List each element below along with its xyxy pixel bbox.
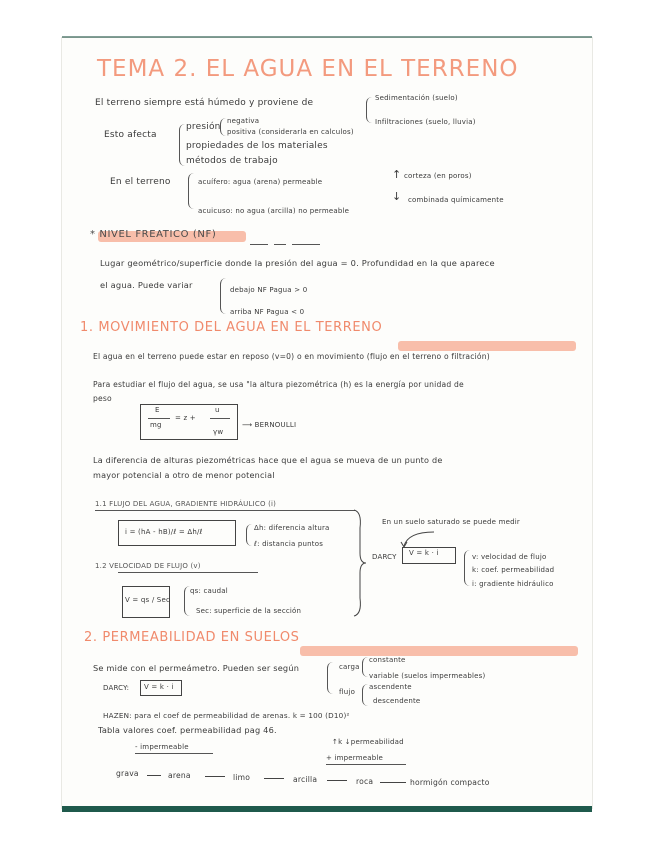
down-arrow-icon: ↓ xyxy=(392,190,402,203)
acuicuso: acuicuso: no agua (arcilla) no permeable xyxy=(198,207,350,215)
menos-impermeable: - impermeable xyxy=(135,743,189,751)
delta-h-def: Δh: diferencia altura xyxy=(254,524,330,532)
nivel-def-line1: Lugar geométrico/superficie donde la presión del agua = 0. Profundidad en la que aparece xyxy=(100,258,495,268)
underline xyxy=(135,753,213,754)
carga-variable: variable (suelos impermeables) xyxy=(369,672,486,680)
underline xyxy=(95,510,355,511)
brace xyxy=(220,278,227,314)
seq-grava: grava xyxy=(116,769,139,778)
page-title: TEMA 2. EL AGUA EN EL TERRENO xyxy=(97,56,519,82)
seq-limo: limo xyxy=(233,773,251,782)
mas-impermeable: + impermeable xyxy=(326,754,384,762)
brace xyxy=(366,97,373,123)
source-sedimentacion: Sedimentación (suelo) xyxy=(375,94,458,102)
arriba-nf: arriba NF Pagua < 0 xyxy=(230,308,305,316)
k-permeabilidad: ↑k ↓permeabilidad xyxy=(332,738,404,746)
seq-hormigon: hormigón compacto xyxy=(410,778,490,787)
sec-def: Sec: superficie de la sección xyxy=(196,607,302,615)
saturado-note: En un suelo saturado se puede medir xyxy=(382,518,520,526)
velocity-formula: V = qs / Sec xyxy=(125,596,171,604)
k-def: k: coef. permeabilidad xyxy=(472,566,555,574)
acuifero: acuífero: agua (arena) permeable xyxy=(198,178,323,186)
flujo-label: flujo xyxy=(339,688,356,696)
large-brace xyxy=(352,508,372,618)
brace xyxy=(246,524,253,546)
combinada: combinada químicamente xyxy=(408,196,504,204)
darcy-formula-2: V = k · i xyxy=(144,683,174,691)
brace xyxy=(327,662,334,694)
highlight xyxy=(398,341,576,351)
sec1-paragraph-1: El agua en el terreno puede estar en reposo (v=0) o en movimiento (flujo en el terreno o filtración) xyxy=(93,352,490,361)
carga-label: carga xyxy=(339,663,360,671)
eq-numerator-2: u xyxy=(215,406,220,414)
arrow-icon xyxy=(264,778,284,779)
afecta-label: Esto afecta xyxy=(104,130,157,140)
source-infiltraciones: Infiltraciones (suelo, lluvia) xyxy=(375,118,476,126)
propiedades: propiedades de los materiales xyxy=(186,141,328,151)
highlight xyxy=(300,646,578,656)
dash xyxy=(250,244,268,245)
dash xyxy=(274,244,286,245)
seq-arena: arena xyxy=(168,771,191,780)
sec1-paragraph-2a: Para estudiar el flujo del agua, se usa "la altura piezométrica (h) es la energía por unidad de xyxy=(93,380,464,389)
eq-denominator-2: γw xyxy=(213,428,224,436)
carga-constante: constante xyxy=(369,656,406,664)
debajo-nf: debajo NF Pagua > 0 xyxy=(230,286,308,294)
arrow-icon xyxy=(327,780,347,781)
curved-arrow-icon xyxy=(398,530,438,550)
nivel-def-line2: el agua. Puede variar xyxy=(100,280,193,290)
darcy-label: DARCY xyxy=(372,553,397,561)
subsection-1-2: 1.2 VELOCIDAD DE FLUJO (v) xyxy=(95,562,201,570)
eq-middle: = z + xyxy=(175,414,196,422)
brace xyxy=(362,684,368,706)
arrow-icon xyxy=(147,775,161,776)
fraction-bar xyxy=(210,418,230,419)
nivel-freatico-heading: * NIVEL FREATICO (NF) xyxy=(90,229,217,240)
i-def: i: gradiente hidráulico xyxy=(472,580,554,588)
tabla-line: Tabla valores coef. permeabilidad pag 46. xyxy=(98,725,277,735)
eq-denominator: mg xyxy=(150,421,162,429)
v-def: v: velocidad de flujo xyxy=(472,553,547,561)
seq-arcilla: arcilla xyxy=(293,775,318,784)
arrow-icon xyxy=(205,776,225,777)
arrow-icon xyxy=(380,782,406,783)
dash xyxy=(292,244,320,245)
intro-line: El terreno siempre está húmedo y proviene de xyxy=(95,98,314,108)
flujo-descendente: descendente xyxy=(373,697,421,705)
flujo-ascendente: ascendente xyxy=(369,683,412,691)
presion-label: presión xyxy=(186,122,221,132)
sec1-paragraph-3a: La diferencia de alturas piezométricas hace que el agua se mueva de un punto de xyxy=(93,455,443,465)
hazen-line: HAZEN: para el coef de permeabilidad de arenas. k = 100 (D10)² xyxy=(103,711,350,720)
brace xyxy=(220,118,226,136)
section-2-heading: 2. PERMEABILIDAD EN SUELOS xyxy=(84,630,300,645)
brace xyxy=(179,124,186,166)
page-top-edge xyxy=(62,36,592,38)
sec1-paragraph-2b: peso xyxy=(93,394,112,403)
underline xyxy=(118,572,258,573)
brace xyxy=(362,657,368,677)
darcy-label-2: DARCY: xyxy=(103,684,130,692)
subsection-1-1: 1.1 FLUJO DEL AGUA, GRADIENTE HIDRÁULICO (i) xyxy=(95,500,277,508)
en-terreno-label: En el terreno xyxy=(110,177,171,187)
qs-def: qs: caudal xyxy=(190,587,228,595)
presion-negativa: negativa xyxy=(227,117,260,125)
seq-roca: roca xyxy=(356,777,374,786)
up-arrow-icon: ↑ xyxy=(392,168,402,181)
ell-def: ℓ: distancia puntos xyxy=(254,540,324,548)
fraction-bar xyxy=(148,418,170,419)
eq-numerator: E xyxy=(155,406,160,414)
darcy-formula: V = k · i xyxy=(409,549,439,557)
underline xyxy=(326,764,406,765)
sec1-paragraph-3b: mayor potencial a otro de menor potencial xyxy=(93,470,275,480)
brace xyxy=(188,173,195,209)
gradient-formula: i = (hA - hB)/ℓ = Δh/ℓ xyxy=(125,528,203,536)
page-bottom-edge xyxy=(62,806,592,812)
bernoulli-label: ⟶ BERNOULLI xyxy=(242,421,297,429)
brace xyxy=(464,550,471,586)
permeametro-line: Se mide con el permeámetro. Pueden ser según xyxy=(93,663,300,673)
metodos: métodos de trabajo xyxy=(186,156,278,166)
presion-positiva: positiva (considerarla en calculos) xyxy=(227,128,354,136)
corteza: corteza (en poros) xyxy=(404,172,472,180)
section-1-heading: 1. MOVIMIENTO DEL AGUA EN EL TERRENO xyxy=(80,320,383,335)
